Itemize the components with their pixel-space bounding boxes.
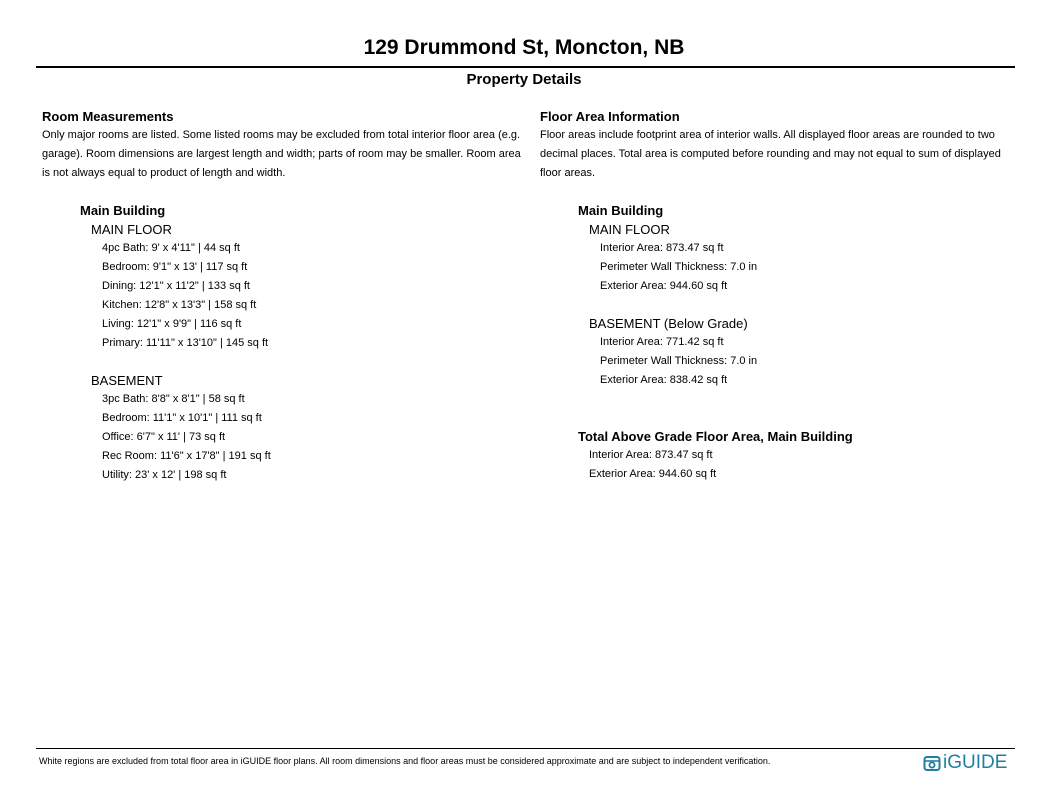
area-floor-basement [589, 314, 1022, 390]
room-floor-main [91, 220, 524, 353]
room-building-name: Main Building [80, 203, 166, 218]
interior-area: Interior Area: 771.42 sq ft [600, 336, 724, 348]
area-floor-name: MAIN FLOOR [589, 222, 670, 237]
spacer [578, 296, 1022, 314]
exterior-area: Exterior Area: 838.42 sq ft [600, 374, 728, 386]
area-floor-main [589, 220, 1022, 296]
total-area-heading: Total Above Grade Floor Area, Main Building [578, 429, 853, 444]
floor-area-section [540, 109, 1022, 484]
page-title: 129 Drummond St, Moncton, NB [363, 36, 685, 59]
exterior-area: Exterior Area: 944.60 sq ft [600, 280, 728, 292]
total-exterior-area: Exterior Area: 944.60 sq ft [589, 468, 717, 480]
room-item: Dining: 12'1" x 11'2" | 133 sq ft [102, 280, 250, 292]
area-floor-name: BASEMENT (Below Grade) [589, 316, 748, 331]
spacer [578, 390, 1022, 427]
room-item: Bedroom: 9'1" x 13' | 117 sq ft [102, 261, 248, 273]
floor-area-heading: Floor Area Information [540, 109, 680, 124]
room-floor-name: BASEMENT [91, 373, 163, 388]
room-measurements-heading: Room Measurements [42, 109, 174, 124]
area-building-block [578, 201, 1022, 484]
interior-area: Interior Area: 873.47 sq ft [600, 242, 724, 254]
room-floor-name: MAIN FLOOR [91, 222, 172, 237]
total-interior-area: Interior Area: 873.47 sq ft [589, 449, 713, 461]
logo-text: iGUIDE [943, 752, 1008, 773]
room-floor-basement [91, 371, 524, 485]
room-item: Primary: 11'11" x 13'10" | 145 sq ft [102, 337, 269, 349]
footer-disclaimer: White regions are excluded from total floor area in iGUIDE floor plans. All room dimensions and floor areas must be considered approximate and are subject to independent verification. [39, 756, 771, 766]
room-item: Living: 12'1" x 9'9" | 116 sq ft [102, 318, 242, 330]
room-item: Bedroom: 11'1" x 10'1" | 111 sq ft [102, 412, 262, 424]
room-item: Office: 6'7" x 11' | 73 sq ft [102, 431, 226, 443]
total-area-block [589, 446, 1022, 484]
room-measurements-section [42, 109, 524, 485]
perimeter-wall-thickness: Perimeter Wall Thickness: 7.0 in [600, 261, 758, 273]
perimeter-wall-thickness: Perimeter Wall Thickness: 7.0 in [600, 355, 758, 367]
room-measurements-description: Only major rooms are listed. Some listed rooms may be excluded from total interior floor area (e.g. garage). Room dimensions are largest length and width; parts of room may be smaller. Room area is not always equal to product of length and width. [42, 129, 521, 179]
room-item: Kitchen: 12'8" x 13'3" | 158 sq ft [102, 299, 257, 311]
room-item: Utility: 23' x 12' | 198 sq ft [102, 469, 227, 481]
spacer [80, 353, 524, 371]
title-divider [36, 66, 1015, 68]
room-item: Rec Room: 11'6" x 17'8" | 191 sq ft [102, 450, 271, 462]
room-item: 3pc Bath: 8'8" x 8'1" | 58 sq ft [102, 393, 245, 405]
iguide-camera-icon [923, 754, 941, 772]
area-building-name: Main Building [578, 203, 664, 218]
iguide-logo [923, 752, 1007, 774]
room-building-block [80, 201, 524, 485]
page-subtitle: Property Details [466, 71, 582, 88]
floor-area-description: Floor areas include footprint area of interior walls. All displayed floor areas are rounded to two decimal places. Total area is computed before rounding and may not equal to sum of displayed floor areas. [540, 129, 1001, 179]
room-item: 4pc Bath: 9' x 4'11" | 44 sq ft [102, 242, 240, 254]
footer-divider [36, 748, 1015, 749]
